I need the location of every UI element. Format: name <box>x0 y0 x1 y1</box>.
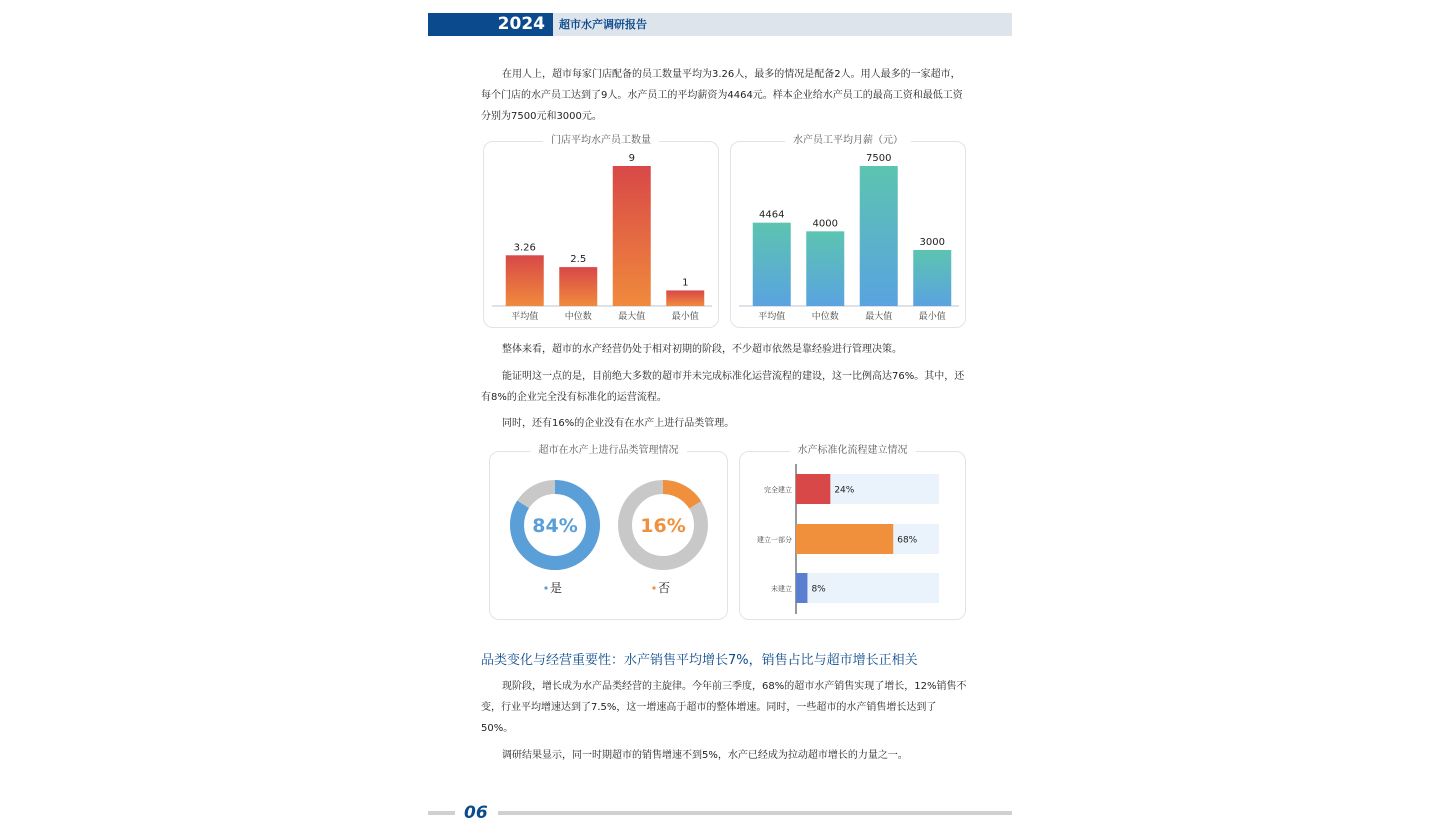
page-header <box>428 13 1012 36</box>
staff-count-bar <box>506 255 544 306</box>
salary-bar <box>860 166 898 306</box>
legend-label: 是 <box>550 581 563 595</box>
footer-bar-right <box>498 811 1012 815</box>
donut-value-label: 84% <box>532 515 578 537</box>
salary-data-label: 3000 <box>919 237 945 248</box>
category-mgmt-chart <box>490 452 729 621</box>
paragraph-overall: 整体来看，超市的水产经营仍处于相对初期的阶段，不少超市依然是靠经验进行管理决策。 <box>502 344 902 355</box>
paragraph-staffing: 在用人上，超市每家门店配备的员工数量平均为3.26人，最多的情况是配备2人。用人最多的一家超市，每个门店的水产员工达到了9人。水产员工的平均薪资为4464元。样本企业给水产员工的最高工资和最低工资分别为7500元和3000元。 <box>481 69 963 122</box>
salary-category-label: 中位数 <box>811 312 839 322</box>
staff-count-chart <box>484 142 720 329</box>
process-category-label: 完全建立 <box>764 486 792 494</box>
staff-count-data-label: 9 <box>628 153 635 164</box>
report-page <box>428 0 1012 830</box>
salary-bar <box>753 223 791 306</box>
staff-count-category-label: 中位数 <box>564 312 592 322</box>
staff-count-data-label: 2.5 <box>570 254 587 266</box>
process-bar <box>796 573 807 603</box>
salary-chart <box>731 142 967 329</box>
header-title: 超市水产调研报告 <box>559 18 647 31</box>
process-chart-card <box>739 445 966 620</box>
section-title: 品类变化与经营重要性：水产销售平均增长7%，销售占比与超市增长正相关 <box>481 653 918 668</box>
process-chart <box>740 452 967 621</box>
staff-count-data-label: 1 <box>682 277 689 289</box>
salary-bar <box>806 231 844 306</box>
staff-count-category-label: 最小值 <box>671 312 699 322</box>
donut-value-label: 16% <box>640 515 686 537</box>
salary-category-label: 最小值 <box>918 312 946 322</box>
page-number: 06 <box>464 803 488 823</box>
staff-count-category-label: 平均值 <box>511 312 539 322</box>
process-bar <box>796 524 893 554</box>
legend-dot <box>652 586 655 589</box>
footer-bar-left <box>428 811 455 815</box>
staff-count-data-label: 3.26 <box>513 242 536 254</box>
process-data-label: 24% <box>834 485 855 496</box>
category-mgmt-chart-title: 超市在水产上进行品类管理情况 <box>531 445 687 456</box>
process-data-label: 8% <box>811 584 826 595</box>
salary-chart-card <box>730 135 966 328</box>
process-category-label: 建立一部分 <box>757 536 792 544</box>
process-chart-title: 水产标准化流程建立情况 <box>790 445 916 456</box>
salary-bar <box>913 250 951 306</box>
salary-category-label: 最大值 <box>865 312 893 322</box>
salary-data-label: 7500 <box>866 153 892 164</box>
paragraph-growth: 现阶段，增长成为水产品类经营的主旋律。今年前三季度，68%的超市水产销售实现了增长，12%销售不变，行业平均增速达到了7.5%，这一增速高于超市的整体增速。同时，一些超市的水产销售增长达到了50%。 <box>481 681 967 734</box>
paragraph-standardization: 能证明这一点的是，目前绝大多数的超市并未完成标准化运营流程的建设，这一比例高达76%。其中，还有8%的企业完全没有标准化的运营流程。 <box>481 371 965 403</box>
process-data-label: 68% <box>897 535 918 546</box>
category-mgmt-chart-card <box>489 445 728 620</box>
salary-data-label: 4464 <box>759 209 785 221</box>
legend-dot <box>544 586 547 589</box>
salary-category-label: 平均值 <box>758 312 786 322</box>
staff-count-chart-card <box>483 135 719 328</box>
salary-chart-title: 水产员工平均月薪（元） <box>785 135 911 146</box>
salary-data-label: 4000 <box>812 218 838 230</box>
process-category-label: 未建立 <box>771 585 792 593</box>
paragraph-survey: 调研结果显示，同一时期超市的销售增速不到5%，水产已经成为拉动超市增长的力量之一。 <box>502 750 908 761</box>
header-year: 2024 <box>428 13 553 36</box>
process-bar <box>796 474 830 504</box>
staff-count-bar <box>559 267 597 306</box>
staff-count-bar <box>666 290 704 306</box>
staff-count-bar <box>613 166 651 306</box>
staff-count-chart-title: 门店平均水产员工数量 <box>543 135 659 146</box>
legend-label: 否 <box>658 581 671 595</box>
paragraph-category-mgmt: 同时，还有16%的企业没有在水产上进行品类管理。 <box>502 418 735 429</box>
staff-count-category-label: 最大值 <box>618 312 646 322</box>
